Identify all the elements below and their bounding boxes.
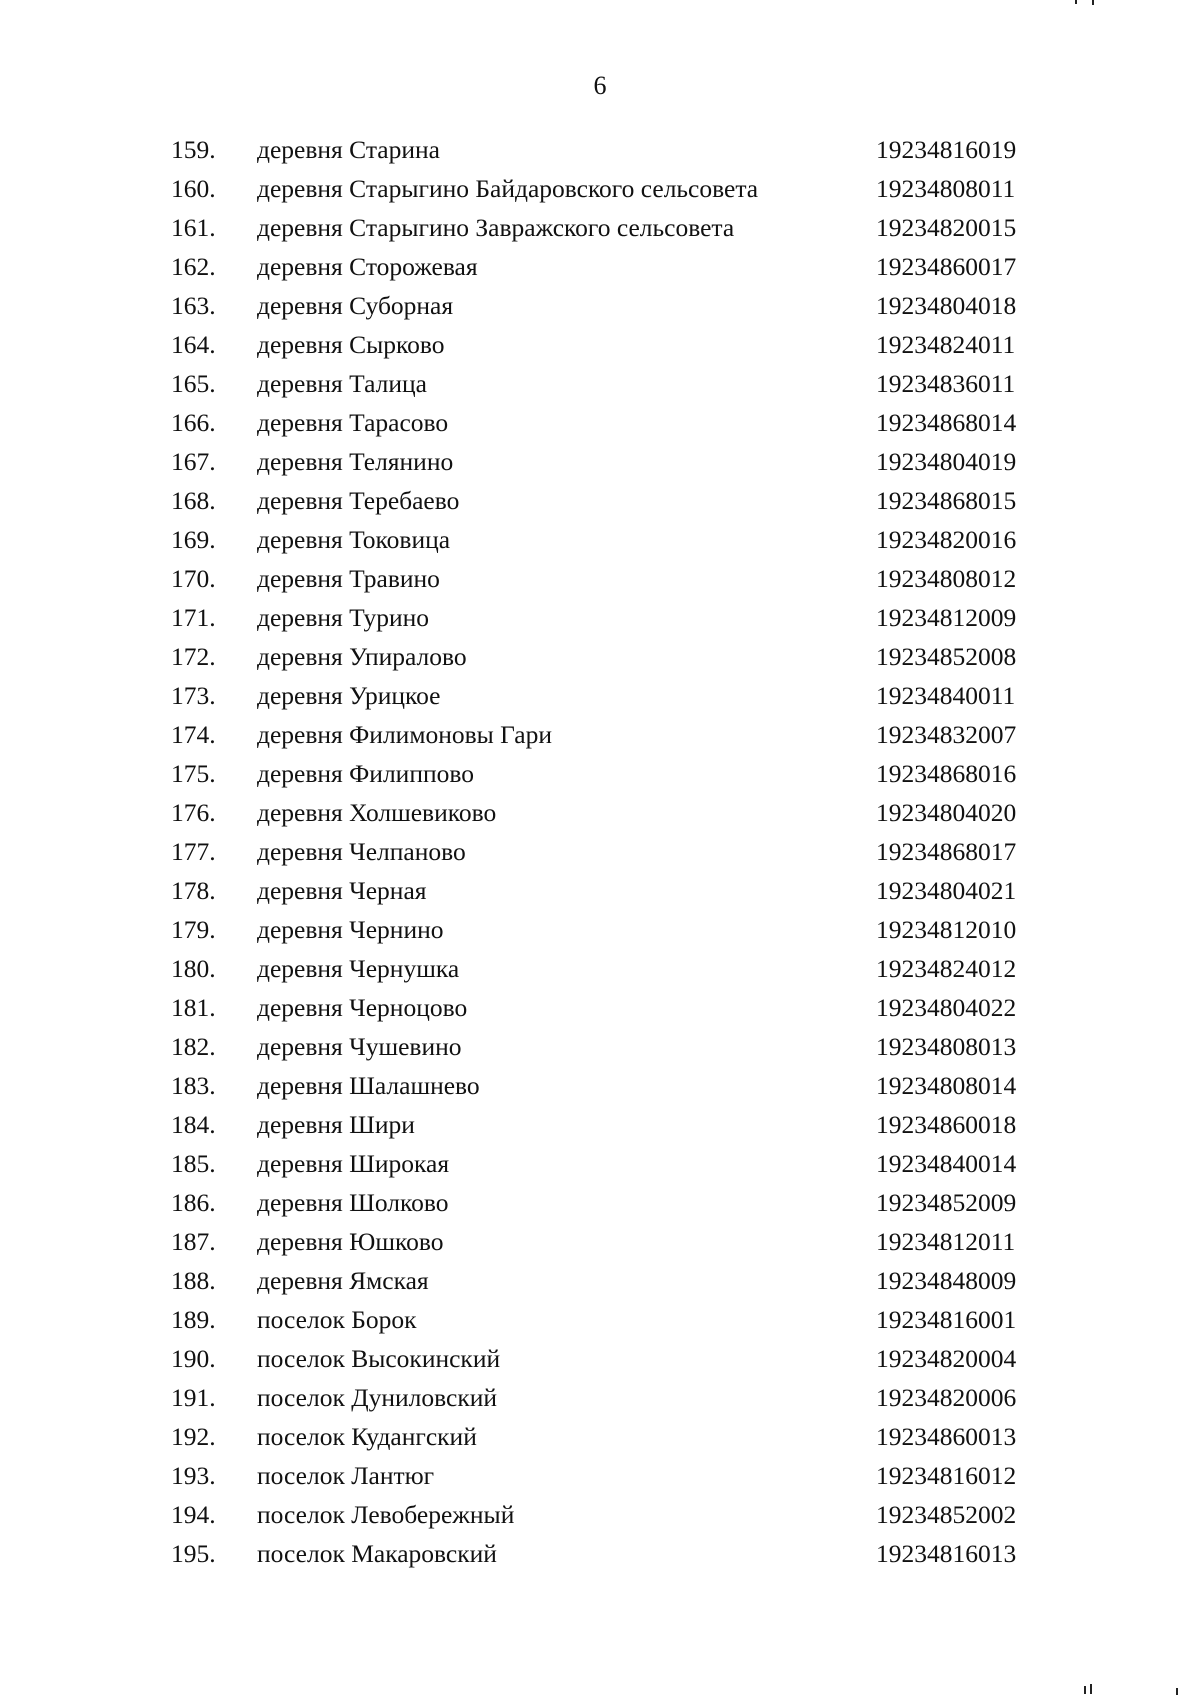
settlement-name: деревня Филиппово: [257, 759, 474, 788]
list-item: [0, 949, 1200, 988]
row-number: 186.: [171, 1188, 216, 1217]
settlement-code: 19234816019: [876, 135, 1017, 164]
list-item: [0, 403, 1200, 442]
settlement-code: 19234852002: [876, 1500, 1017, 1529]
list-item: [0, 1105, 1200, 1144]
settlement-name: поселок Дуниловский: [257, 1383, 498, 1412]
row-number: 189.: [171, 1305, 216, 1334]
settlement-code: 19234820016: [876, 525, 1017, 554]
settlement-name: деревня Шалашнево: [257, 1071, 480, 1100]
settlement-name: деревня Филимоновы Гари: [257, 720, 552, 749]
row-number: 191.: [171, 1383, 216, 1412]
settlement-code: 19234808014: [876, 1071, 1017, 1100]
scan-mark: [1084, 1686, 1086, 1694]
settlement-code: 19234820004: [876, 1344, 1017, 1373]
list-item: [0, 1183, 1200, 1222]
settlement-name: деревня Теребаево: [257, 486, 460, 515]
list-item: [0, 520, 1200, 559]
scan-mark: [1092, 0, 1094, 5]
list-item: [0, 793, 1200, 832]
row-number: 193.: [171, 1461, 216, 1490]
settlement-name: деревня Челпаново: [257, 837, 466, 866]
row-number: 184.: [171, 1110, 216, 1139]
settlement-name: деревня Упиралово: [257, 642, 467, 671]
list-item: [0, 676, 1200, 715]
settlement-name: деревня Суборная: [257, 291, 454, 320]
row-number: 163.: [171, 291, 216, 320]
settlement-code: 19234860013: [876, 1422, 1017, 1451]
settlement-name: поселок Левобережный: [257, 1500, 515, 1529]
row-number: 160.: [171, 174, 216, 203]
list-item: [0, 637, 1200, 676]
settlement-code: 19234852008: [876, 642, 1017, 671]
list-item: [0, 481, 1200, 520]
settlement-code: 19234816001: [876, 1305, 1017, 1334]
settlement-name: деревня Старыгино Завражского сельсовета: [257, 213, 735, 242]
settlement-code: 19234804020: [876, 798, 1017, 827]
settlement-code: 19234804022: [876, 993, 1017, 1022]
list-item: [0, 364, 1200, 403]
scan-mark: [1090, 1684, 1092, 1694]
list-item: [0, 1300, 1200, 1339]
row-number: 182.: [171, 1032, 216, 1061]
row-number: 179.: [171, 915, 216, 944]
row-number: 162.: [171, 252, 216, 281]
settlement-name: деревня Чернушка: [257, 954, 460, 983]
settlement-name: поселок Борок: [257, 1305, 417, 1334]
settlement-name: поселок Лантюг: [257, 1461, 435, 1490]
settlement-code: 19234848009: [876, 1266, 1017, 1295]
settlement-code: 19234840011: [876, 681, 1016, 710]
settlement-name: деревня Шолково: [257, 1188, 449, 1217]
settlement-name: деревня Урицкое: [257, 681, 441, 710]
settlement-code: 19234868015: [876, 486, 1017, 515]
row-number: 176.: [171, 798, 216, 827]
list-item: [0, 1261, 1200, 1300]
scan-mark: [1075, 0, 1077, 4]
list-item: [0, 1456, 1200, 1495]
list-item: [0, 1066, 1200, 1105]
settlement-name: деревня Юшково: [257, 1227, 444, 1256]
row-number: 164.: [171, 330, 216, 359]
row-number: 174.: [171, 720, 216, 749]
page-number: 6: [593, 71, 607, 100]
settlement-name: деревня Широкая: [257, 1149, 450, 1178]
row-number: 177.: [171, 837, 216, 866]
settlement-code: 19234860018: [876, 1110, 1017, 1139]
settlement-name: деревня Старыгино Байдаровского сельсовета: [257, 174, 759, 203]
row-number: 175.: [171, 759, 216, 788]
row-number: 190.: [171, 1344, 216, 1373]
list-item: [0, 1027, 1200, 1066]
settlement-name: деревня Тарасово: [257, 408, 449, 437]
settlement-code: 19234868017: [876, 837, 1017, 866]
scan-mark: [1176, 1688, 1178, 1695]
row-number: 178.: [171, 876, 216, 905]
list-item: [0, 247, 1200, 286]
list-item: [0, 1144, 1200, 1183]
settlement-name: деревня Ямская: [257, 1266, 429, 1295]
settlement-code: 19234816012: [876, 1461, 1017, 1490]
row-number: 183.: [171, 1071, 216, 1100]
settlement-name: деревня Телянино: [257, 447, 454, 476]
settlement-code: 19234820015: [876, 213, 1017, 242]
settlement-code: 19234812010: [876, 915, 1017, 944]
settlement-code: 19234816013: [876, 1539, 1017, 1568]
row-number: 181.: [171, 993, 216, 1022]
row-number: 192.: [171, 1422, 216, 1451]
list-item: [0, 169, 1200, 208]
settlement-code: 19234804021: [876, 876, 1017, 905]
list-item: [0, 1222, 1200, 1261]
row-number: 168.: [171, 486, 216, 515]
list-item: [0, 832, 1200, 871]
settlement-code: 19234852009: [876, 1188, 1017, 1217]
row-number: 195.: [171, 1539, 216, 1568]
settlement-code: 19234868016: [876, 759, 1017, 788]
settlement-name: деревня Турино: [257, 603, 430, 632]
row-number: 173.: [171, 681, 216, 710]
list-item: [0, 715, 1200, 754]
list-item: [0, 130, 1200, 169]
settlement-name: деревня Черноцово: [257, 993, 468, 1022]
row-number: 166.: [171, 408, 216, 437]
settlement-name: деревня Токовица: [257, 525, 451, 554]
settlement-code: 19234804019: [876, 447, 1017, 476]
settlement-code: 19234820006: [876, 1383, 1017, 1412]
settlement-name: поселок Высокинский: [257, 1344, 501, 1373]
list-item: [0, 1339, 1200, 1378]
settlement-code: 19234868014: [876, 408, 1017, 437]
list-item: [0, 286, 1200, 325]
list-item: [0, 325, 1200, 364]
row-number: 159.: [171, 135, 216, 164]
settlement-code: 19234840014: [876, 1149, 1017, 1178]
settlement-name: поселок Макаровский: [257, 1539, 497, 1568]
settlement-name: деревня Черная: [257, 876, 427, 905]
settlement-code: 19234812009: [876, 603, 1017, 632]
list-item: [0, 559, 1200, 598]
row-number: 171.: [171, 603, 216, 632]
list-item: [0, 1534, 1200, 1573]
row-number: 187.: [171, 1227, 216, 1256]
list-item: [0, 1495, 1200, 1534]
settlement-name: деревня Сырково: [257, 330, 445, 359]
row-number: 185.: [171, 1149, 216, 1178]
settlement-name: деревня Холшевиково: [257, 798, 497, 827]
settlement-code: 19234860017: [876, 252, 1017, 281]
settlement-code: 19234808012: [876, 564, 1017, 593]
settlement-name: деревня Сторожевая: [257, 252, 478, 281]
row-number: 194.: [171, 1500, 216, 1529]
list-item: [0, 871, 1200, 910]
list-item: [0, 442, 1200, 481]
settlement-name: деревня Чушевино: [257, 1032, 462, 1061]
row-number: 169.: [171, 525, 216, 554]
list-item: [0, 1417, 1200, 1456]
settlement-code: 19234824011: [876, 330, 1016, 359]
settlement-code: 19234812011: [876, 1227, 1016, 1256]
settlement-name: деревня Травино: [257, 564, 440, 593]
row-number: 165.: [171, 369, 216, 398]
settlement-code: 19234824012: [876, 954, 1017, 983]
settlement-code: 19234832007: [876, 720, 1017, 749]
row-number: 167.: [171, 447, 216, 476]
list-item: [0, 1378, 1200, 1417]
settlement-name: деревня Талица: [257, 369, 427, 398]
row-number: 172.: [171, 642, 216, 671]
settlement-code: 19234808011: [876, 174, 1016, 203]
list-item: [0, 988, 1200, 1027]
row-number: 161.: [171, 213, 216, 242]
settlement-code: 19234808013: [876, 1032, 1017, 1061]
settlement-list: [0, 130, 1200, 1573]
row-number: 180.: [171, 954, 216, 983]
list-item: [0, 208, 1200, 247]
settlement-name: деревня Чернино: [257, 915, 444, 944]
list-item: [0, 910, 1200, 949]
settlement-name: деревня Шири: [257, 1110, 415, 1139]
settlement-name: деревня Старина: [257, 135, 440, 164]
settlement-code: 19234804018: [876, 291, 1017, 320]
list-item: [0, 754, 1200, 793]
settlement-name: поселок Кудангский: [257, 1422, 477, 1451]
list-item: [0, 598, 1200, 637]
row-number: 188.: [171, 1266, 216, 1295]
settlement-code: 19234836011: [876, 369, 1016, 398]
row-number: 170.: [171, 564, 216, 593]
